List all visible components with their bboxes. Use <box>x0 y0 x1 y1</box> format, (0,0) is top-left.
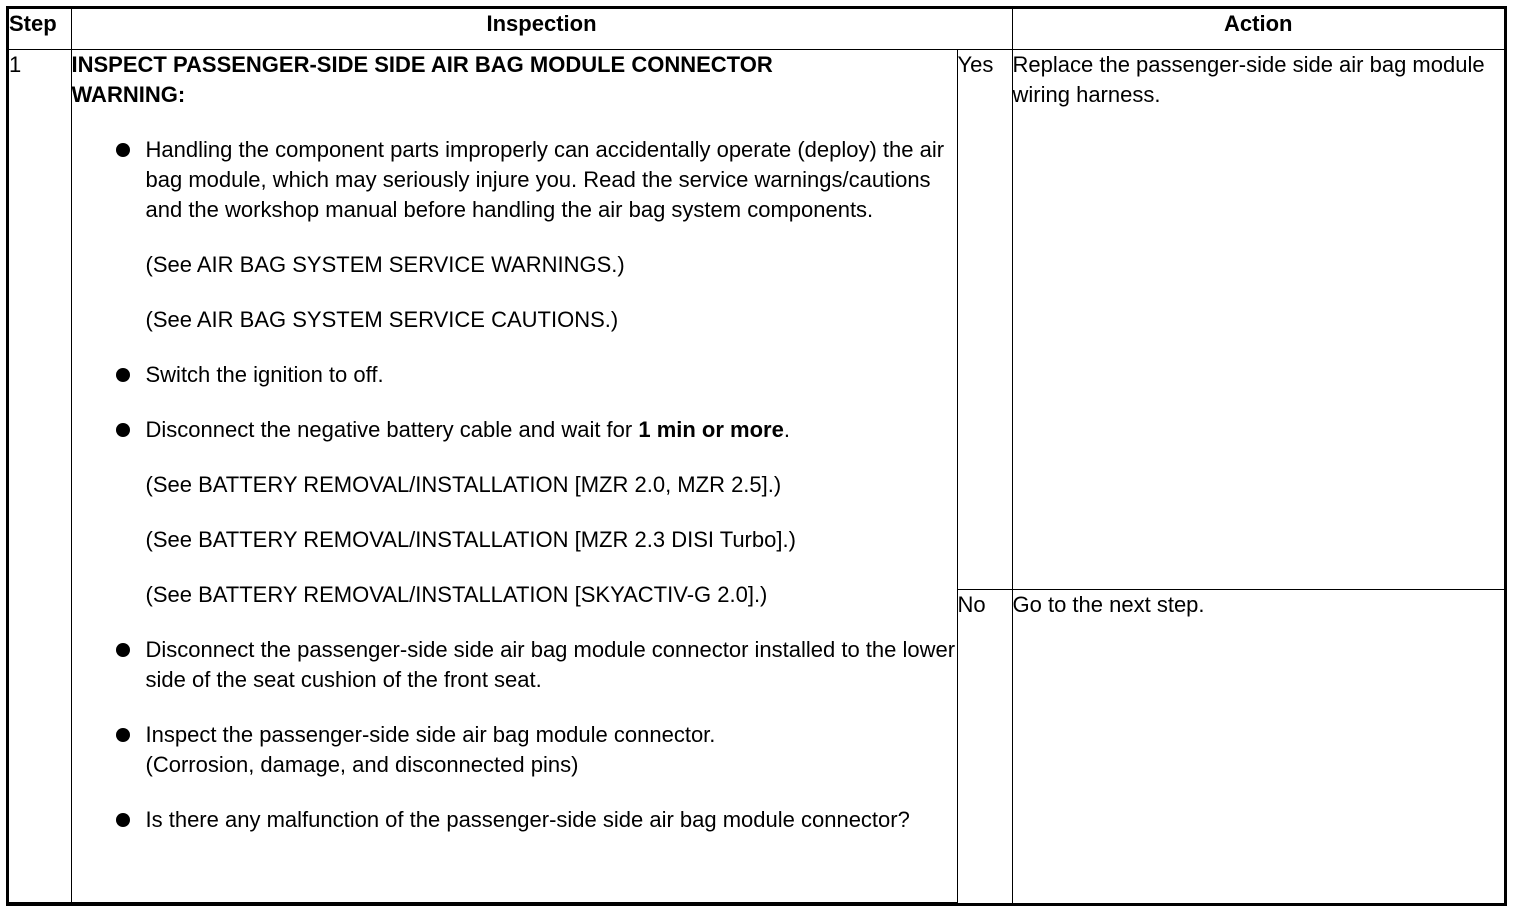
bullet-dot-icon <box>116 423 130 437</box>
bullet-text: Switch the ignition to off. <box>145 362 384 387</box>
bullet-dot-icon <box>116 728 130 742</box>
bullet-dot-icon <box>116 643 130 657</box>
list-item <box>146 720 957 780</box>
reference-link: (See AIR BAG SYSTEM SERVICE WARNINGS.) <box>145 252 625 277</box>
reference-link: (See BATTERY REMOVAL/INSTALLATION [MZR 2.0, MZR 2.5].) <box>145 472 782 497</box>
list-item <box>146 635 957 695</box>
inspection-bullet-list <box>72 135 957 835</box>
bullet-text-emphasis: 1 min or more <box>638 417 784 442</box>
bullet-dot-icon <box>116 813 130 827</box>
inspection-title: INSPECT PASSENGER-SIDE SIDE AIR BAG MODULE CONNECTOR <box>71 52 773 77</box>
step-row-yes <box>9 50 1504 590</box>
bullet-text-line2: (Corrosion, damage, and disconnected pins) <box>145 752 579 777</box>
bullet-text: Inspect the passenger-side side air bag module connector. <box>145 722 716 747</box>
no-label: No <box>957 590 1012 903</box>
procedure-table <box>9 9 1504 903</box>
yes-label: Yes <box>957 50 1012 590</box>
list-item <box>146 805 957 835</box>
step-number: 1 <box>9 50 71 903</box>
yes-action: Replace the passenger-side side air bag module wiring harness. <box>1012 50 1504 590</box>
header-step: Step <box>9 9 71 50</box>
bullet-text: Is there any malfunction of the passenger-side side air bag module connector? <box>145 807 910 832</box>
reference-link: (See BATTERY REMOVAL/INSTALLATION [MZR 2.3 DISI Turbo].) <box>145 527 796 552</box>
inspection-cell <box>71 50 957 903</box>
bullet-dot-icon <box>116 368 130 382</box>
list-item <box>146 415 957 610</box>
header-inspection: Inspection <box>71 9 1012 50</box>
bullet-text: Handling the component parts improperly can accidentally operate (deploy) the air bag module, which may seriously injure you. Read the service warnings/cautions and the workshop manual before handling the air bag system components. <box>145 137 945 222</box>
bullet-text-end: . <box>783 417 790 442</box>
reference-link: (See BATTERY REMOVAL/INSTALLATION [SKYACTIV-G 2.0].) <box>145 582 768 607</box>
header-action: Action <box>1012 9 1504 50</box>
warning-label: WARNING: <box>71 82 186 107</box>
list-item <box>146 135 957 335</box>
bullet-text: Disconnect the passenger-side side air bag module connector installed to the lower side of the seat cushion of the front seat. <box>145 637 956 692</box>
bullet-dot-icon <box>116 143 130 157</box>
no-action: Go to the next step. <box>1012 590 1504 903</box>
reference-link: (See AIR BAG SYSTEM SERVICE CAUTIONS.) <box>145 307 619 332</box>
header-row <box>9 9 1504 50</box>
list-item <box>146 360 957 390</box>
bullet-text: Disconnect the negative battery cable and wait for <box>145 417 639 442</box>
procedure-table-frame <box>6 6 1507 906</box>
